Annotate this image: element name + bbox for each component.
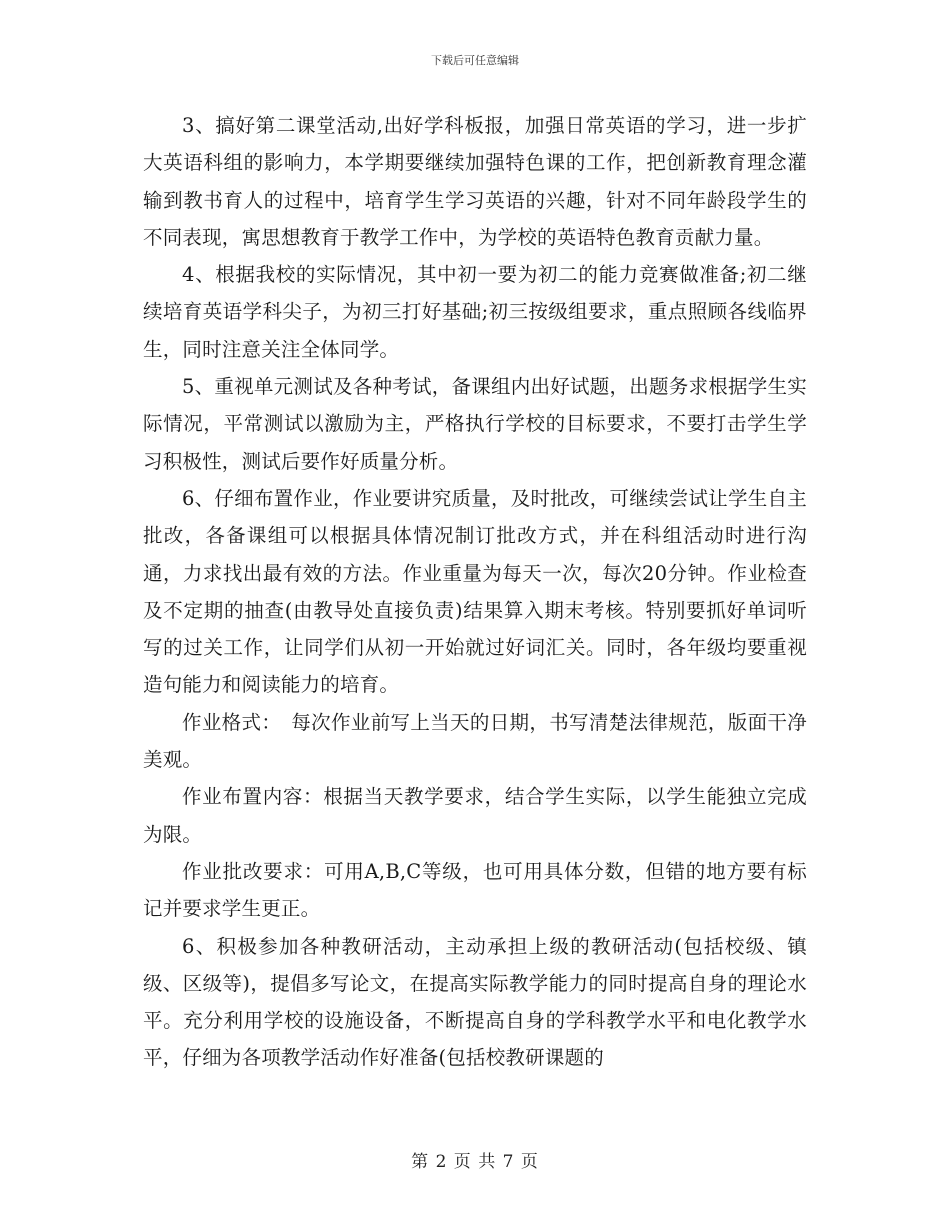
paragraph-item-6-research: 6、积极参加各种教研活动，主动承担上级的教研活动(包括校级、镇级、区级等)，提倡多写论文，在提高实际教学能力的同时提高自身的理论水平。充分利用学校的设施设备，不断提高自身的学科教学水平和电化教学水平，仔细为各项教学活动作好准备(包括校教研课题的 [143,934,807,1070]
page-header: 下载后可任意编辑 [431,54,519,67]
page-number: 第 2 页 共 7 页 [411,1152,539,1172]
paragraph-item-4: 4、根据我校的实际情况，其中初一要为初二的能力竞赛做准备;初二继续培育英语学科尖子，为初三打好基础;初三按级组要求，重点照顾各线临界生，同时注意关注全体同学。 [143,263,807,361]
paragraph-item-5: 5、重视单元测试及各种考试，备课组内出好试题，出题务求根据学生实际情况，平常测试以激励为主，严格执行学校的目标要求，不要打击学生学习积极性，测试后要作好质量分析。 [143,375,807,473]
paragraph-homework-grading: 作业批改要求：可用A,B,C等级，也可用具体分数，但错的地方要有标记并要求学生更正。 [143,859,807,921]
paragraph-homework-format: 作业格式： 每次作业前写上当天的日期，书写清楚法律规范，版面干净美观。 [143,710,807,772]
paragraph-homework-content: 作业布置内容：根据当天教学要求，结合学生实际，以学生能独立完成为限。 [143,785,807,846]
document-body [143,107,807,1077]
paragraph-item-6-homework: 6、仔细布置作业，作业要讲究质量，及时批改，可继续尝试让学生自主批改，各备课组可以根据具体情况制订批改方式，并在科组活动时进行沟通，力求找出最有效的方法。作业重量为每天一次，每次20分钟。作业检查及不定期的抽查(由教导处直接负责)结果算入期末考核。特别要抓好单词听写的过关工作，让同学们从初一开始就过好词汇关。同时，各年级均要重视造句能力和阅读能力的培育。 [143,486,807,697]
paragraph-item-3: 3、搞好第二课堂活动,出好学科板报，加强日常英语的学习，进一步扩大英语科组的影响力，本学期要继续加强特色课的工作，把创新教育理念灌输到教书育人的过程中，培育学生学习英语的兴趣，针对不同年龄段学生的不同表现，寓思想教育于教学工作中，为学校的英语特色教育贡献力量。 [143,114,807,249]
